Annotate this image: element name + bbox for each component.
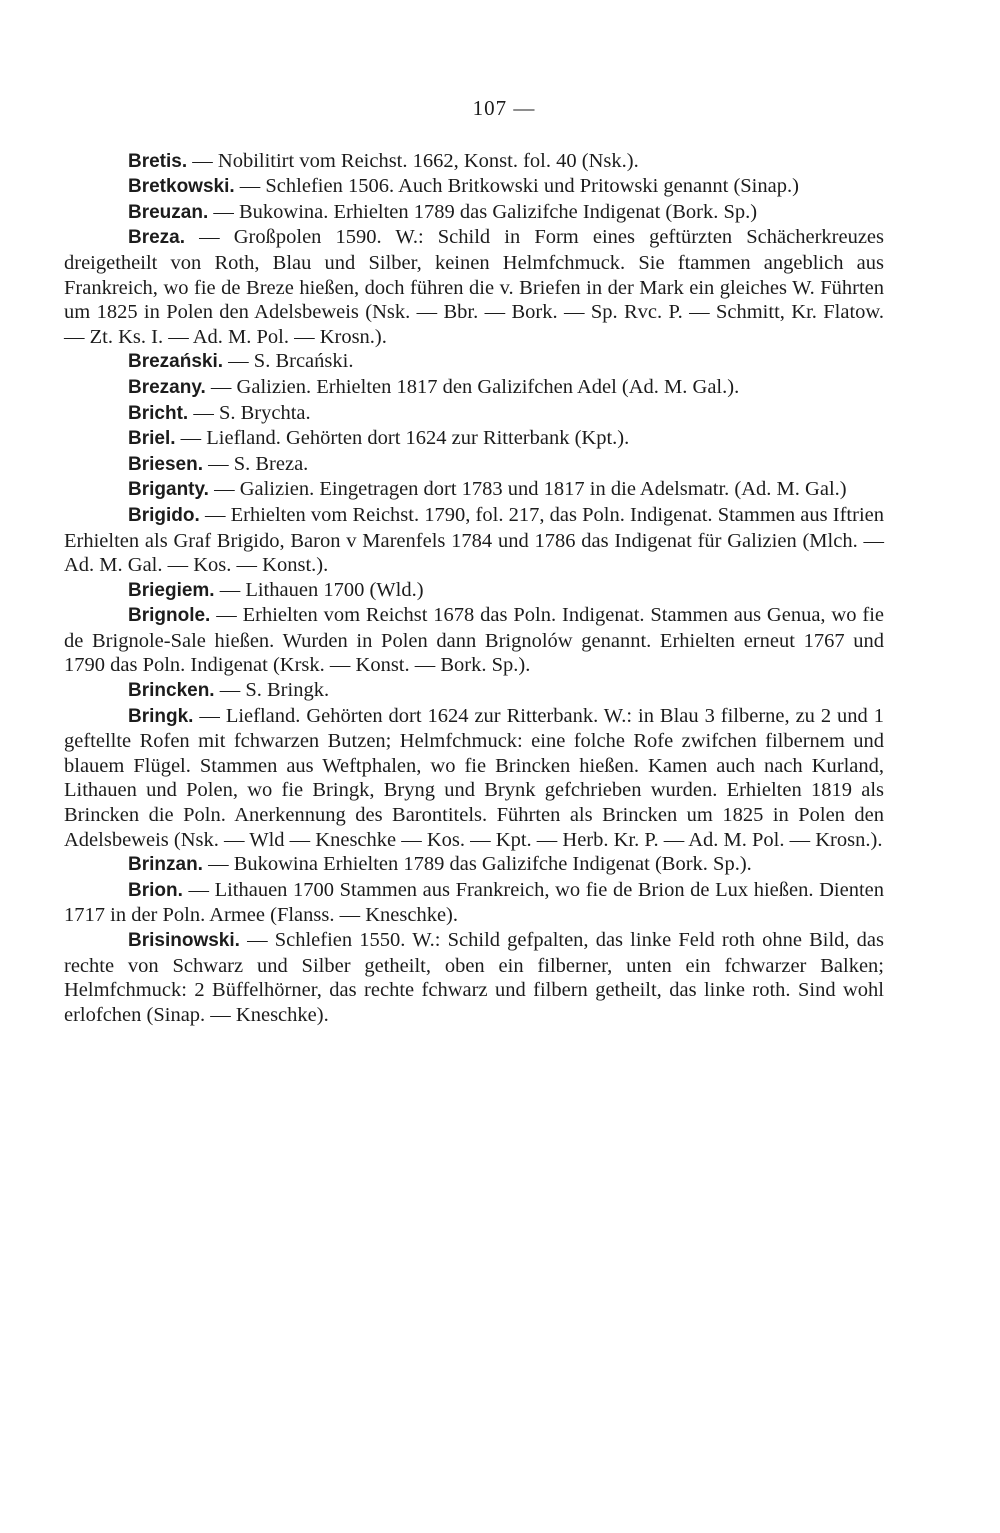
entry-headword: Bretis.	[128, 150, 188, 172]
entry-briel	[64, 426, 884, 452]
entry-headword: Brincken.	[128, 680, 215, 702]
entry-brezanski	[64, 349, 884, 375]
entry-text: — Erhielten vom Reichst. 1790, fol. 217, das Poln. Indigenat. Stammen aus Iftrien Erhielten als Graf Brigido, Baron v Marenfels 1784 und 1786 das Indigenat für Galizien (Mlch. — Ad. M. Gal. — Kos. — Konst.).	[64, 503, 884, 577]
entry-brigido	[64, 503, 884, 578]
entry-headword: Bretkowski.	[128, 176, 235, 198]
entry-headword: Brisinowski.	[128, 930, 240, 951]
entry-bricht	[64, 401, 884, 427]
entry-brinzan	[64, 852, 884, 878]
entry-headword: Brigido.	[128, 504, 200, 526]
entry-brezany	[64, 375, 884, 401]
entry-headword: Brezany.	[128, 376, 206, 398]
entry-brion	[64, 878, 884, 928]
entry-text: — Bukowina. Erhielten 1789 das Galizifche Indigenat (Bork. Sp.)	[208, 200, 758, 223]
entry-text: — S. Brychta.	[188, 401, 311, 424]
entry-headword: Brinzan.	[128, 854, 203, 876]
entry-briegiem	[64, 578, 884, 604]
entry-headword: Briegiem.	[128, 579, 215, 601]
entry-text: — S. Bringk.	[214, 679, 330, 702]
entry-briganty	[64, 477, 884, 503]
entry-text: — Bukowina Erhielten 1789 das Galizifche Indigenat (Bork. Sp.).	[202, 853, 752, 876]
entry-text: — Lithauen 1700 (Wld.)	[214, 578, 424, 601]
entry-headword: Brion.	[128, 879, 183, 901]
entry-text: — Schlefien 1506. Auch Britkowski und Pritowski genannt (Sinap.)	[234, 175, 799, 198]
entry-text: — Lithauen 1700 Stammen aus Frankreich, wo fie de Brion de Lux hießen. Dienten 1717 in der Poln. Armee (Flanss. — Kneschke).	[64, 878, 884, 927]
entry-brisinowski	[64, 928, 884, 1027]
entry-headword: Bringk.	[128, 705, 194, 727]
entry-bringk	[64, 704, 884, 853]
entry-text: — Nobilitirt vom Reichst. 1662, Konst. fol. 40 (Nsk.).	[187, 149, 639, 172]
entry-headword: Briesen.	[128, 453, 203, 475]
entry-briesen	[64, 452, 884, 478]
entry-text: — Liefland. Gehörten dort 1624 zur Ritterbank. W.: in Blau 3 filberne, zu 2 und 1 geftellte Rofen mit fchwarzen Butzen; Helmfchmuck: eine folche Rofe zwifchen filbernem und blauem Flügel. Stammen aus Weftphalen, wo fie Brincken hießen. Kamen auch nach Kurland, Lithauen und Polen, wo fie Bringk, Bryng und Brynk gefchrieben wurden. Erhielten 1819 als Brincken die Poln. Anerkennung des Barontitels. Führten als Brincken um 1825 in Polen den Adelsbeweis (Nsk. — Wld — Kneschke — Kos. — Kpt. — Herb. Kr. P. — Ad. M. Pol. — Krosn.).	[64, 704, 884, 851]
entry-brignole	[64, 603, 884, 678]
entry-text: — Galizien. Eingetragen dort 1783 und 1817 in die Adelsmatr. (Ad. M. Gal.)	[208, 478, 847, 501]
entry-text: — Erhielten vom Reichst 1678 das Poln. Indigenat. Stammen aus Genua, wo fie de Brignole-Sale hießen. Wurden in Polen dann Brignolów genannt. Erhielten erneut 1767 und 1790 das Poln. Indigenat (Krsk. — Konst. — Bork. Sp.).	[64, 604, 884, 677]
entry-text: — S. Brcański.	[223, 350, 354, 373]
entry-bretis	[64, 149, 884, 175]
entry-text: — Großpolen 1590. W.: Schild in Form eines geftürzten Schächerkreuzes dreigetheilt von Roth, Blau und Silber, keinen Helmfchmuck. Sie ftammen angeblich aus Frankreich, wo fie de Breze hießen, doch führen die v. Briefen in der Mark ein gleiches W. Führten um 1825 in Polen den Adelsbeweis (Nsk. — Bbr. — Bork. — Sp. Rvc. P. — Schmitt, Kr. Flatow. — Zt. Ks. I. — Ad. M. Pol. — Krosn.).	[64, 226, 884, 348]
entry-text: — Liefland. Gehörten dort 1624 zur Ritterbank (Kpt.).	[175, 427, 630, 450]
entry-text: — Galizien. Erhielten 1817 den Galizifchen Adel (Ad. M. Gal.).	[205, 375, 740, 398]
entry-brincken	[64, 678, 884, 704]
entry-breza	[64, 225, 884, 349]
entry-headword: Briganty.	[128, 479, 209, 501]
document-page	[64, 96, 884, 1027]
entry-headword: Bricht.	[128, 402, 189, 424]
entry-headword: Breza.	[128, 227, 186, 249]
entry-headword: Brignole.	[128, 605, 211, 627]
entry-headword: Breuzan.	[128, 201, 209, 223]
entry-headword: Brezański.	[128, 351, 224, 373]
entry-headword: Briel.	[128, 428, 176, 450]
entry-breuzan	[64, 200, 884, 226]
entry-text: — S. Breza.	[202, 452, 309, 475]
entry-bretkowski	[64, 174, 884, 200]
entry-text: — Schlefien 1550. W.: Schild gefpalten, das linke Feld roth ohne Bild, das rechte von Schwarz und Silber getheilt, oben ein filberner, unten ein fchwarzer Balken; Helmfchmuck: 2 Büffelhörner, das rechte fchwarz und filbern getheilt, das linke roth. Sind wohl erlofchen (Sinap. — Kneschke).	[64, 929, 884, 1026]
page-number: 107 —	[472, 96, 536, 120]
